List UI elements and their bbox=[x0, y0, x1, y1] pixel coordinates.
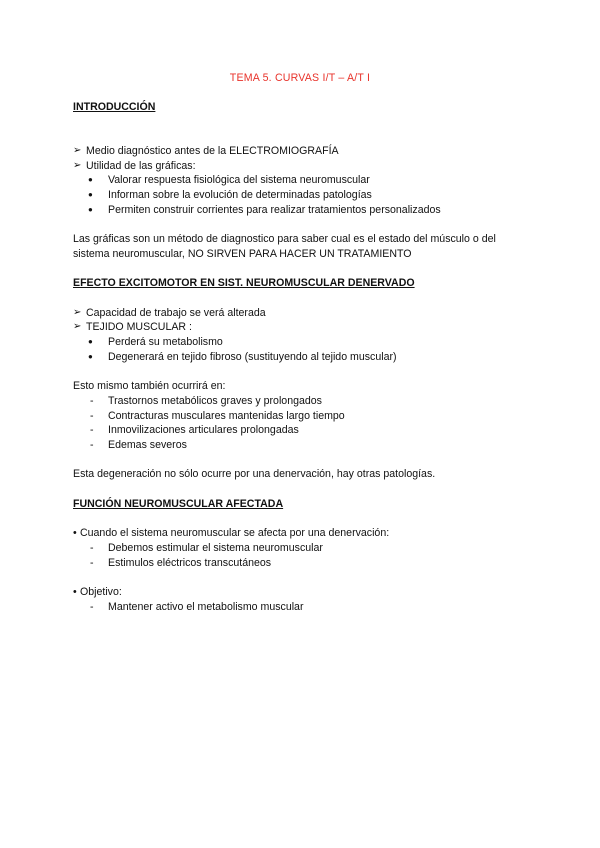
arrow-bullet-icon: ➢ bbox=[73, 145, 82, 157]
section-heading-efecto-excitomotor: EFECTO EXCITOMOTOR EN SIST. NEUROMUSCULAR DENERVADO bbox=[73, 277, 415, 290]
intro-paragraph-line-2: sistema neuromuscular, NO SIRVEN PARA HACER UN TRATAMIENTO bbox=[73, 247, 412, 260]
efecto-sub-list bbox=[73, 335, 543, 364]
list-item: • Objetivo: bbox=[73, 586, 122, 599]
funcion-bullet-list-1 bbox=[73, 526, 543, 541]
intro-arrow-list bbox=[73, 144, 543, 173]
dot-bullet-icon: ● bbox=[88, 190, 93, 200]
list-item: - Mantener activo el metabolismo muscular bbox=[90, 600, 304, 613]
intro-sub-list bbox=[73, 173, 543, 217]
list-item: ● Degenerará en tejido fibroso (sustituyendo al tejido muscular) bbox=[88, 350, 397, 363]
dash-bullet-icon: - bbox=[90, 424, 94, 437]
dash-bullet-icon: - bbox=[90, 409, 94, 422]
section-heading-introduccion: INTRODUCCIÓN bbox=[73, 101, 156, 113]
arrow-bullet-icon: ➢ bbox=[73, 306, 82, 318]
list-item: ● Perderá su metabolismo bbox=[88, 336, 223, 349]
dash-bullet-icon: - bbox=[90, 394, 94, 407]
list-item: ● Valorar respuesta fisiológica del sistema neuromuscular bbox=[88, 174, 370, 187]
dash-bullet-icon: - bbox=[90, 556, 94, 569]
intro-paragraph-line-1: Las gráficas son un método de diagnostico para saber cual es el estado del músculo o del bbox=[73, 233, 496, 246]
funcion-bullet-list-2 bbox=[73, 585, 543, 600]
list-item: ➢ Utilidad de las gráficas: bbox=[73, 159, 196, 172]
list-item: ➢ Medio diagnóstico antes de la ELECTROMIOGRAFÍA bbox=[73, 145, 339, 158]
dot-bullet-icon: ● bbox=[88, 351, 93, 361]
list-item: • Cuando el sistema neuromuscular se afecta por una denervación: bbox=[73, 527, 390, 540]
list-item: - Debemos estimular el sistema neuromuscular bbox=[90, 541, 323, 554]
document-body bbox=[73, 100, 543, 614]
list-item: - Contracturas musculares mantenidas largo tiempo bbox=[90, 409, 345, 422]
dot-bullet-icon: ● bbox=[88, 204, 93, 214]
efecto-arrow-list bbox=[73, 306, 543, 335]
funcion-dash-list-2 bbox=[73, 600, 543, 615]
arrow-bullet-icon: ➢ bbox=[73, 321, 82, 333]
funcion-dash-list-1 bbox=[73, 541, 543, 570]
arrow-bullet-icon: ➢ bbox=[73, 159, 82, 171]
section-heading-funcion-neuromuscular: FUNCIÓN NEUROMUSCULAR AFECTADA bbox=[73, 497, 284, 510]
dot-bullet-icon: ● bbox=[88, 175, 93, 185]
efecto-closing-text: Esta degeneración no sólo ocurre por una denervación, hay otras patologías. bbox=[73, 468, 436, 481]
efecto-dash-list bbox=[73, 394, 543, 453]
efecto-intro-text: Esto mismo también ocurrirá en: bbox=[73, 380, 226, 393]
list-item: ➢ TEJIDO MUSCULAR : bbox=[73, 321, 192, 334]
list-item: - Estimulos eléctricos transcutáneos bbox=[90, 556, 272, 569]
document-title: TEMA 5. CURVAS I/T – A/T I bbox=[229, 72, 371, 84]
small-bullet-icon: • bbox=[73, 527, 77, 540]
list-item: - Trastornos metabólicos graves y prolongados bbox=[90, 394, 322, 407]
dash-bullet-icon: - bbox=[90, 439, 94, 452]
small-bullet-icon: • bbox=[73, 586, 77, 599]
dot-bullet-icon: ● bbox=[88, 337, 93, 347]
list-item: - Inmovilizaciones articulares prolongadas bbox=[90, 424, 299, 437]
dash-bullet-icon: - bbox=[90, 541, 94, 554]
list-item: ● Permiten construir corrientes para realizar tratamientos personalizados bbox=[88, 203, 441, 216]
list-item: ➢ Capacidad de trabajo se verá alterada bbox=[73, 306, 266, 319]
dash-bullet-icon: - bbox=[90, 600, 94, 613]
list-item: ● Informan sobre la evolución de determinadas patologías bbox=[88, 189, 372, 202]
list-item: - Edemas severos bbox=[90, 439, 187, 452]
